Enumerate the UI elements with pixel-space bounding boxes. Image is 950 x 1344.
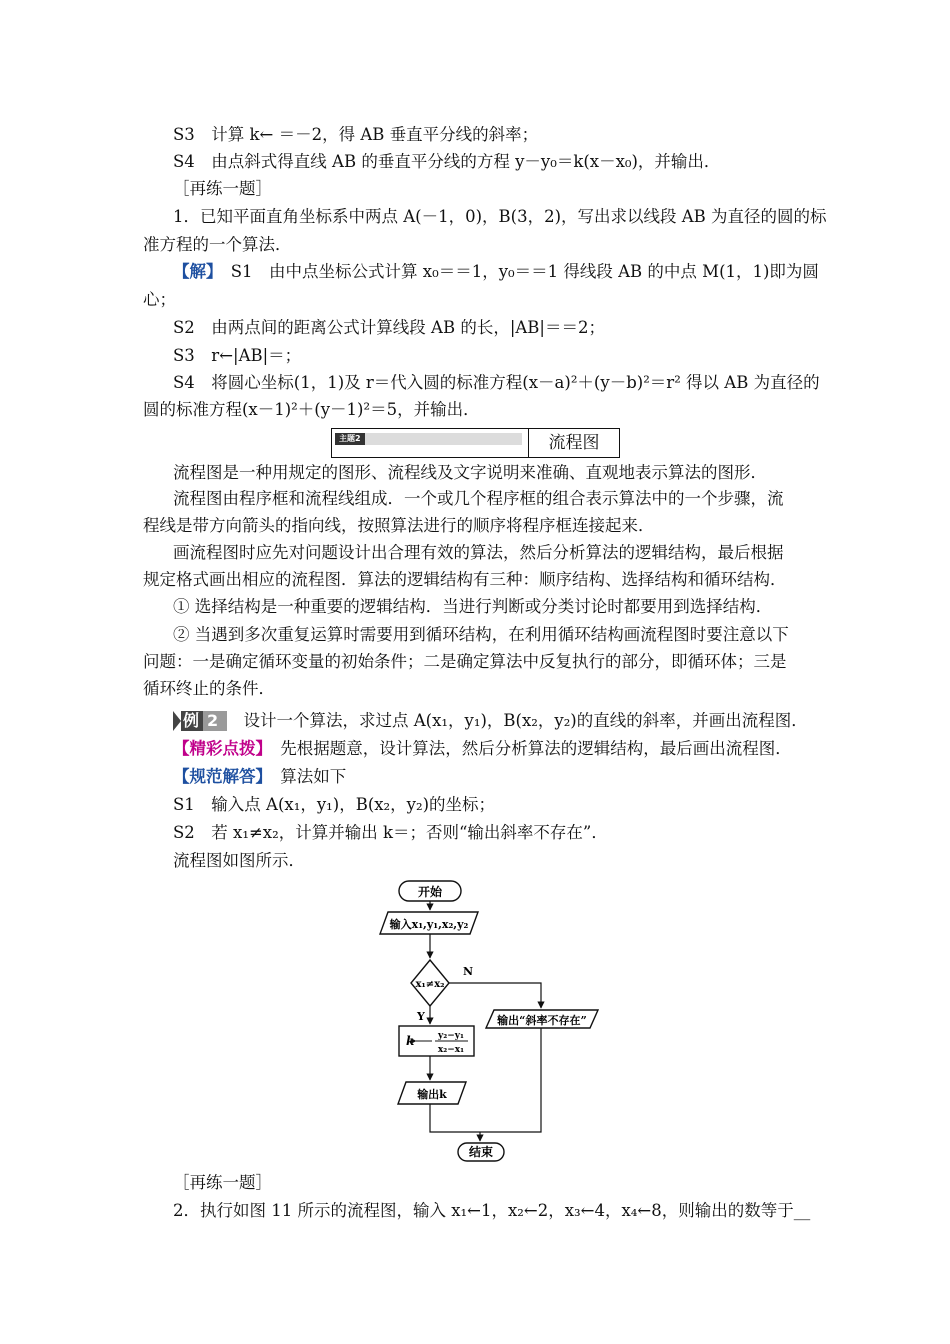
step-s3: S3 计算 k← ＝－2，得 AB 垂直平分线的斜率；: [173, 125, 539, 144]
flow-arrow-no: [449, 983, 541, 1008]
step-s4: S4 由点斜式得直线 AB 的垂直平分线的方程 y－y₀＝k(x－x₀)，并输出．: [173, 152, 721, 171]
hint-line: [173, 739, 792, 759]
solution-line-2: 心；: [143, 290, 176, 309]
para-3-line-2: 规定格式画出相应的流程图．算法的逻辑结构有三种：顺序结构、选择结构和循环结构．: [143, 570, 787, 589]
problem-2-line-1: 2．执行如图 11 所示的流程图，输入 x₁←1，x₂←2，x₃←4，x₄←8，则输出的数等于__: [173, 1201, 811, 1220]
example-question: 设计一个算法，求过点 A(x₁，y₁)，B(x₂，y₂)的直线的斜率，并画出流程图．: [227, 711, 808, 730]
flow-k-label: k: [406, 1034, 415, 1048]
flow-merge-right: [480, 1028, 541, 1132]
topic-tag-label: 主题2: [339, 434, 361, 443]
hint-text: 先根据题意，设计算法，然后分析算法的逻辑结构，最后画出流程图．: [263, 739, 792, 758]
solution-s3: S3 r←|AB|＝；: [173, 346, 302, 365]
flow-decision-label: x₁≠x₂: [415, 979, 445, 990]
solution-s2: S2 由两点间的距离公式计算线段 AB 的长，|AB|＝＝2；: [173, 318, 605, 337]
answer-s2: S2 若 x₁≠x₂，计算并输出 k＝；否则“输出斜率不存在”．: [173, 823, 608, 842]
flow-yes-label: Y: [417, 1010, 425, 1023]
solution-tag: 【解】: [173, 262, 215, 281]
flow-fraction-den: x₂−x₁: [437, 1045, 465, 1055]
flow-merge-left: [430, 1104, 480, 1132]
answer-text: 算法如下: [263, 767, 347, 786]
example-number: 2: [207, 711, 219, 730]
solution-text: S1 由中点坐标公式计算 x₀＝＝1，y₀＝＝1 得线段 AB 的中点 M(1，1)即为圆: [214, 262, 819, 281]
para-5-line-1: ② 当遇到多次重复运算时需要用到循环结构，在利用循环结构画流程图时要注意以下: [173, 625, 789, 644]
solution-line-1: [173, 262, 819, 282]
topic-tag: [335, 433, 522, 445]
practice-heading-2: ［再练一题］: [173, 1173, 272, 1192]
para-2-line-2: 程线是带方向箭头的指向线，按照算法进行的顺序将程序框连接起来．: [143, 516, 655, 535]
para-5-line-3: 循环终止的条件．: [143, 679, 275, 698]
flow-end-label: 结束: [468, 1145, 494, 1159]
example-arrow-icon: [173, 711, 181, 731]
para-2-line-1: 流程图由程序框和流程线组成．一个或几个程序框的组合表示算法中的一个步骤，流: [173, 489, 784, 508]
hint-tag: 【精彩点拨】: [173, 739, 264, 758]
solution-s4: S4 将圆心坐标(1，1)及 r＝代入圆的标准方程(x－a)²＋(y－b)²＝r² 得以 AB 为直径的: [173, 373, 820, 392]
flow-start-label: 开始: [417, 885, 443, 899]
example-word: 例: [183, 711, 200, 730]
practice-heading-1: ［再练一题］: [173, 179, 272, 198]
para-5-line-2: 问题：一是确定循环变量的初始条件；二是确定算法中反复执行的部分，即循环体；三是: [143, 652, 787, 671]
answer-line: [173, 767, 346, 787]
answer-tag: 【规范解答】: [173, 767, 264, 786]
answer-s3: 流程图如图所示．: [173, 851, 305, 870]
flow-output-k-label: 输出k: [417, 1088, 447, 1101]
flow-no-label: N: [463, 965, 474, 978]
flow-fraction-num: y₂−y₁: [438, 1031, 464, 1041]
para-3-line-1: 画流程图时应先对问题设计出合理有效的算法，然后分析算法的逻辑结构，最后根据: [173, 543, 784, 562]
answer-s1: S1 输入点 A(x₁，y₁)，B(x₂，y₂)的坐标；: [173, 795, 496, 814]
problem-1-line-2: 准方程的一个算法．: [143, 235, 292, 254]
topic-title: 流程图: [548, 433, 600, 453]
example-badge: [173, 711, 227, 731]
flow-input-label: 输入x₁,y₁,x₂,y₂: [389, 918, 469, 931]
para-4: ① 选择结构是一种重要的逻辑结构．当进行判断或分类讨论时都要用到选择结构．: [173, 597, 773, 616]
problem-1-line-1: 1．已知平面直角坐标系中两点 A(－1，0)，B(3，2)，写出求以线段 AB 为直径的圆的标: [173, 207, 827, 226]
topic-banner: [331, 428, 620, 458]
solution-s4-cont: 圆的标准方程(x－1)²＋(y－1)²＝5，并输出．: [143, 400, 480, 419]
flowchart: [370, 872, 620, 1168]
flow-output-none-label: 输出“斜率不存在”: [497, 1014, 587, 1027]
para-1: 流程图是一种用规定的图形、流程线及文字说明来准确、直观地表示算法的图形．: [173, 463, 767, 482]
